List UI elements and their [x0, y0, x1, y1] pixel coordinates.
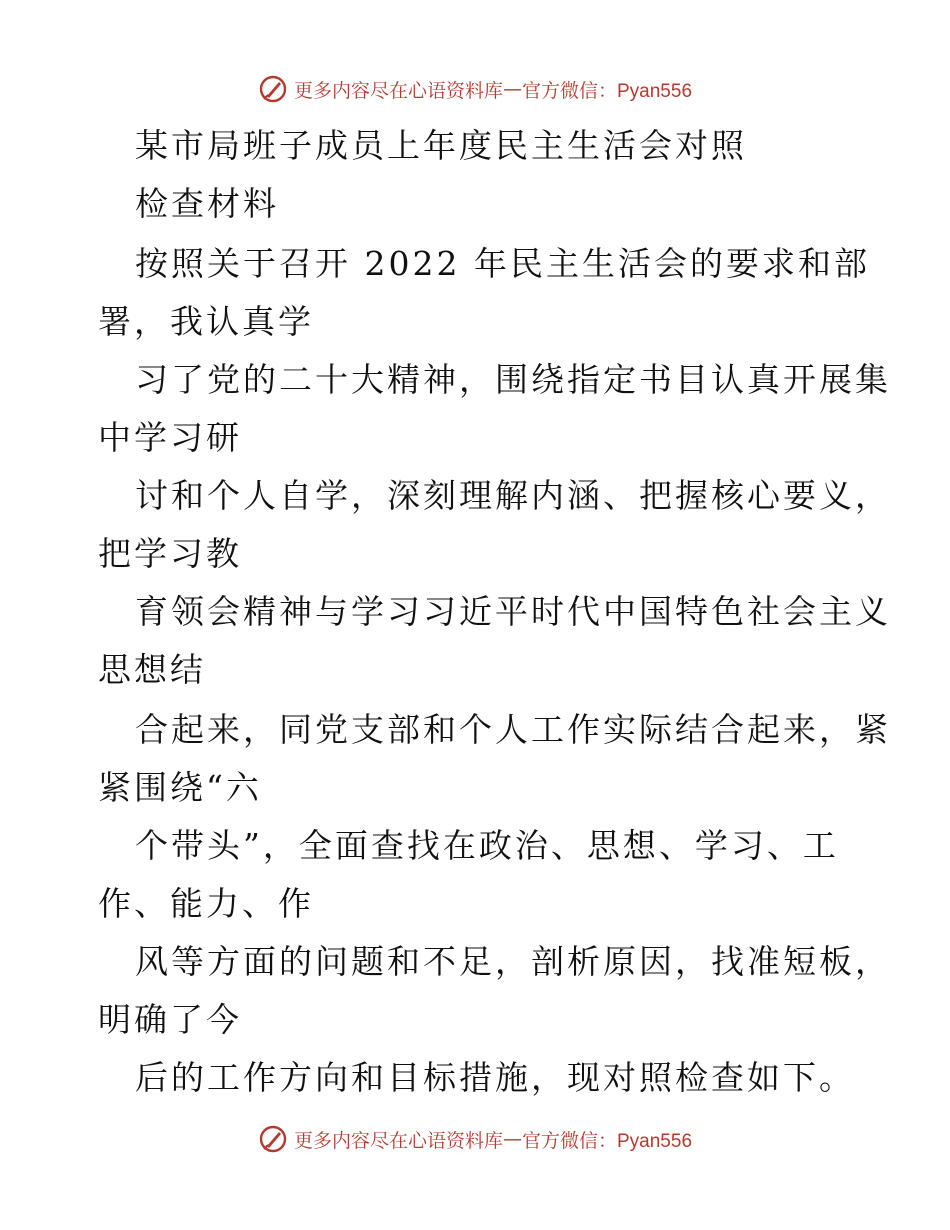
doc-line: 署，我认真学: [98, 302, 314, 341]
doc-line: 紧围绕“六: [98, 768, 262, 807]
doc-line: 作、能力、作: [98, 884, 314, 923]
banner-text: 更多内容尽在心语资料库: [293, 1129, 503, 1152]
doc-line: 习了党的二十大精神，围绕指定书目认真开展集: [135, 360, 891, 399]
doc-line: 明确了今: [98, 1000, 242, 1039]
banner-dash: —: [503, 78, 522, 100]
doc-line: 中学习研: [98, 418, 242, 457]
doc-line: 风等方面的问题和不足，剖析原因，找准短板，: [135, 942, 891, 981]
doc-line: 按照关于召开 2022 年民主生活会的要求和部: [135, 244, 870, 283]
doc-line: 合起来，同党支部和个人工作实际结合起来，紧: [135, 710, 891, 749]
quill-logo-icon: [258, 1124, 288, 1154]
doc-line: 育领会精神与学习习近平时代中国特色社会主义: [135, 592, 891, 631]
footer-watermark-banner: [0, 1122, 950, 1156]
banner-text: 更多内容尽在心语资料库: [293, 79, 503, 102]
doc-title-line-2: 检查材料: [135, 184, 279, 223]
doc-line: 后的工作方向和目标措施，现对照检查如下。: [135, 1058, 855, 1097]
quill-logo-icon: [258, 74, 288, 104]
header-watermark-banner: [0, 72, 950, 106]
doc-title-line-1: 某市局班子成员上年度民主生活会对照: [135, 126, 747, 165]
doc-line: 个带头”，全面查找在政治、思想、学习、工: [135, 826, 839, 865]
banner-contact: 官方微信：Pyan556: [522, 1130, 693, 1152]
doc-line: 把学习教: [98, 534, 242, 573]
banner-contact: 官方微信：Pyan556: [522, 80, 693, 102]
banner-dash: —: [503, 1128, 522, 1150]
doc-line: 思想结: [98, 650, 206, 689]
doc-line: 讨和个人自学，深刻理解内涵、把握核心要义，: [135, 476, 891, 515]
